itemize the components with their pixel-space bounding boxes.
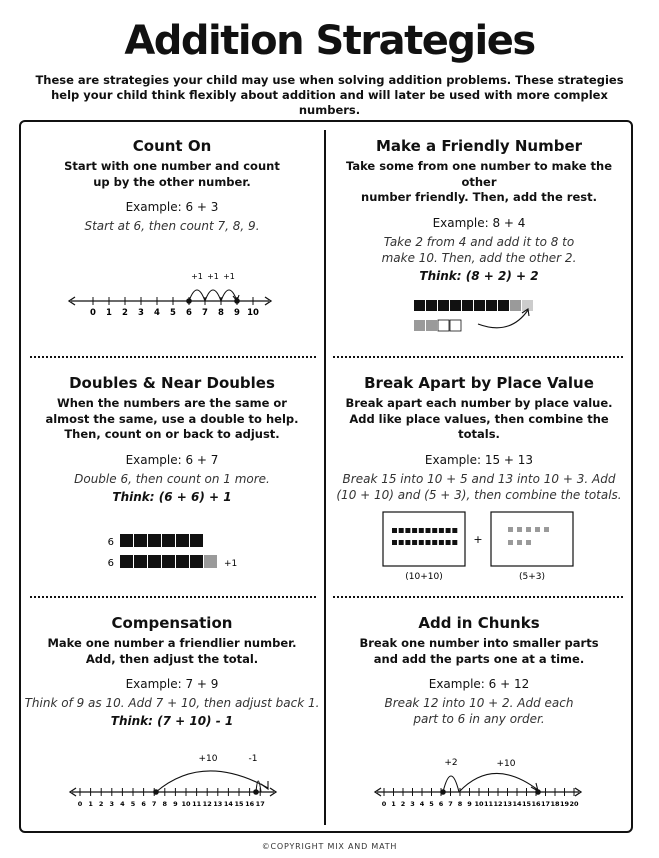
ten-block [510, 300, 521, 311]
double-block [176, 555, 189, 568]
tick-label: 4 [419, 800, 425, 808]
tick-label: 17 [540, 800, 551, 808]
tick-label: 6 [141, 800, 146, 808]
end-point [234, 298, 240, 304]
friendly-number-think: Think: (8 + 2) + 2 [419, 268, 539, 283]
tens-caption: (10+10) [405, 572, 443, 582]
unit-block [392, 528, 397, 533]
ten-block [414, 320, 425, 331]
double-block [162, 555, 175, 568]
chunks-number-line [373, 752, 583, 810]
tick-label: 18 [550, 800, 560, 808]
chunks-example: Example: 6 + 12 [428, 677, 530, 691]
hop-arc [189, 290, 205, 301]
hop-label: +10 [198, 754, 218, 764]
plus-sign: + [473, 533, 483, 546]
unit-block [426, 528, 431, 533]
count-on-desc: Start with one number and count up by the other number. [64, 159, 280, 189]
hop-label: +2 [444, 758, 458, 768]
row-label: 6 [107, 537, 114, 548]
tick-label: 10 [474, 800, 484, 808]
count-on-panel [22, 137, 322, 234]
place-value-title: Break Apart by Place Value [364, 374, 594, 392]
unit-block [432, 528, 437, 533]
doubles-panel [22, 374, 322, 504]
ten-block [414, 300, 425, 311]
tick-label: 12 [493, 800, 503, 808]
hop-label: +1 [223, 272, 235, 281]
divider [30, 596, 316, 598]
start-point [153, 789, 159, 795]
hop-label: +1 [191, 272, 203, 281]
tick-label: 0 [381, 800, 387, 808]
unit-block [426, 540, 431, 545]
tick-label: 0 [90, 308, 96, 318]
friendly-number-detail: Take 2 from 4 and add it to 8 to make 10. Then, add the other 2. [381, 234, 577, 265]
tick-label: 6 [438, 800, 444, 808]
tick-label: 5 [429, 800, 434, 808]
ten-block [450, 320, 461, 331]
unit-block [452, 528, 457, 533]
row-label: 6 [107, 558, 114, 569]
tick-label: 13 [502, 800, 513, 808]
tick-label: 19 [559, 800, 570, 808]
unit-block [452, 540, 457, 545]
unit-block [419, 540, 424, 545]
divider [333, 356, 623, 358]
place-value-model [380, 509, 580, 584]
unit-block [446, 540, 451, 545]
ten-block [438, 300, 449, 311]
unit-block [399, 528, 404, 533]
compensation-example: Example: 7 + 9 [125, 677, 219, 691]
hop-label: +10 [496, 759, 516, 769]
tick-label: 10 [181, 800, 191, 808]
tick-label: 15 [521, 800, 532, 808]
ten-block [438, 320, 449, 331]
chunks-panel [329, 614, 629, 727]
tick-label: 0 [77, 800, 83, 808]
friendly-number-title: Make a Friendly Number [375, 137, 583, 155]
tick-label: 9 [234, 308, 240, 318]
tens-box [383, 512, 465, 566]
doubles-example: Example: 6 + 7 [125, 452, 219, 467]
unit-block [508, 540, 513, 545]
friendly-number-blocks [410, 294, 560, 339]
tick-label: 1 [391, 800, 396, 808]
unit-block [544, 527, 549, 532]
tick-label: 5 [130, 800, 136, 808]
tick-label: 3 [109, 800, 115, 808]
tick-label: 5 [170, 308, 176, 318]
doubles-desc: When the numbers are the same or almost the same, use a double to help. Then, count on or back to adjust. [45, 396, 299, 441]
unit-block [508, 527, 513, 532]
unit-block [517, 540, 522, 545]
doubles-think: Think: (6 + 6) + 1 [112, 489, 232, 504]
double-block [162, 534, 175, 547]
unit-block [405, 528, 410, 533]
chunks-desc: Break one number into smaller parts and add the parts one at a time. [359, 636, 599, 666]
friendly-number-example: Example: 8 + 4 [432, 215, 526, 230]
unit-block [526, 540, 531, 545]
tick-label: 6 [186, 308, 192, 318]
friendly-number-panel [329, 137, 629, 283]
tick-label: 7 [202, 308, 208, 318]
move-arrow [478, 310, 528, 328]
double-block [134, 534, 147, 547]
compensation-number-line [68, 748, 278, 810]
tick-label: 14 [223, 800, 233, 808]
compensation-panel [22, 614, 322, 728]
count-on-title: Count On [132, 137, 212, 155]
tick-label: 17 [255, 800, 265, 808]
vertical-divider [324, 130, 326, 825]
compensation-desc: Make one number a friendlier number. Add, then adjust the total. [47, 636, 297, 666]
ten-block [498, 300, 509, 311]
ten-block [426, 300, 437, 311]
hop-arc [221, 290, 237, 301]
tick-label: 3 [138, 308, 144, 318]
tick-label: 2 [98, 800, 104, 808]
tick-label: 11 [483, 800, 494, 808]
hop-label: +1 [207, 272, 219, 281]
double-block [120, 534, 133, 547]
start-point [440, 789, 446, 795]
double-block [190, 555, 203, 568]
tick-label: 16 [245, 800, 255, 808]
tick-label: 2 [122, 308, 128, 318]
divider [333, 596, 623, 598]
unit-block [432, 540, 437, 545]
place-value-detail: Break 15 into 10 + 5 and 13 into 10 + 3. Add (10 + 10) and (5 + 3), then combine the totals. [336, 471, 622, 502]
plus-one-label: +1 [224, 559, 238, 569]
double-block [148, 555, 161, 568]
tick-label: 12 [202, 800, 212, 808]
tick-label: 15 [234, 800, 244, 808]
tick-label: 14 [512, 800, 522, 808]
tick-label: 1 [106, 308, 112, 318]
divider [30, 356, 316, 358]
tick-label: 7 [151, 800, 157, 808]
chunks-title: Add in Chunks [418, 614, 540, 632]
tick-label: 2 [400, 800, 406, 808]
count-on-example: Example: 6 + 3 [125, 200, 219, 214]
unit-block [439, 528, 444, 533]
place-value-example: Example: 15 + 13 [424, 452, 534, 467]
unit-block [526, 527, 531, 532]
compensation-title: Compensation [111, 614, 233, 632]
tick-label: 11 [192, 800, 202, 808]
compensation-detail: Think of 9 as 10. Add 7 + 10, then adjust back 1. [24, 696, 320, 710]
ten-block [450, 300, 461, 311]
count-on-number-line [65, 265, 275, 323]
chunks-detail: Break 12 into 10 + 2. Add each part to 6 in any order. [384, 696, 574, 726]
doubles-title: Doubles & Near Doubles [69, 374, 275, 392]
page-title: Addition Strategies [124, 18, 535, 64]
intro-text: These are strategies your child may use when solving addition problems. These strategies help your child think flexibly about addition and will later be used with more complex numbers. [35, 73, 624, 117]
unit-block [399, 540, 404, 545]
ten-block [474, 300, 485, 311]
ten-block [462, 300, 473, 311]
unit-block [412, 540, 417, 545]
doubles-blocks [100, 530, 250, 575]
tick-label: 4 [154, 308, 160, 318]
place-value-panel [329, 374, 629, 503]
tick-label: 20 [569, 800, 579, 808]
tick-label: 8 [218, 308, 224, 318]
double-block [176, 534, 189, 547]
unit-block [517, 527, 522, 532]
unit-block [535, 527, 540, 532]
tick-label: 8 [162, 800, 168, 808]
doubles-detail: Double 6, then count on 1 more. [74, 471, 270, 486]
tick-label: 4 [120, 800, 125, 808]
place-value-desc: Break apart each number by place value. Add like place values, then combine the totals. [345, 396, 613, 441]
end-point [535, 789, 541, 795]
unit-block [405, 540, 410, 545]
tick-label: 7 [448, 800, 453, 808]
double-block [148, 534, 161, 547]
hop-label: -1 [248, 754, 258, 764]
unit-block [412, 528, 417, 533]
end-point [253, 789, 259, 795]
copyright: ©COPYRIGHT MIX AND MATH [261, 842, 398, 851]
ten-block [486, 300, 497, 311]
tick-label: 8 [457, 800, 463, 808]
double-block [204, 555, 217, 568]
count-on-detail: Start at 6, then count 7, 8, 9. [84, 219, 260, 233]
tick-label: 1 [88, 800, 93, 808]
unit-block [392, 540, 397, 545]
tick-label: 3 [410, 800, 415, 808]
friendly-number-desc: Take some from one number to make the other number friendly. Then, add the rest. [345, 159, 613, 204]
tick-label: 16 [531, 800, 541, 808]
unit-block [446, 528, 451, 533]
hop-arc [205, 290, 221, 301]
tick-label: 13 [213, 800, 223, 808]
ten-block [426, 320, 437, 331]
double-block [190, 534, 203, 547]
ones-box [491, 512, 573, 566]
hop-arc [156, 771, 268, 792]
unit-block [439, 540, 444, 545]
tick-label: 9 [173, 800, 178, 808]
compensation-think: Think: (7 + 10) - 1 [110, 714, 234, 728]
tick-label: 9 [467, 800, 472, 808]
double-block [134, 555, 147, 568]
tick-label: 10 [247, 308, 259, 318]
double-block [120, 555, 133, 568]
unit-block [419, 528, 424, 533]
ones-caption: (5+3) [518, 572, 546, 582]
start-point [186, 298, 192, 304]
